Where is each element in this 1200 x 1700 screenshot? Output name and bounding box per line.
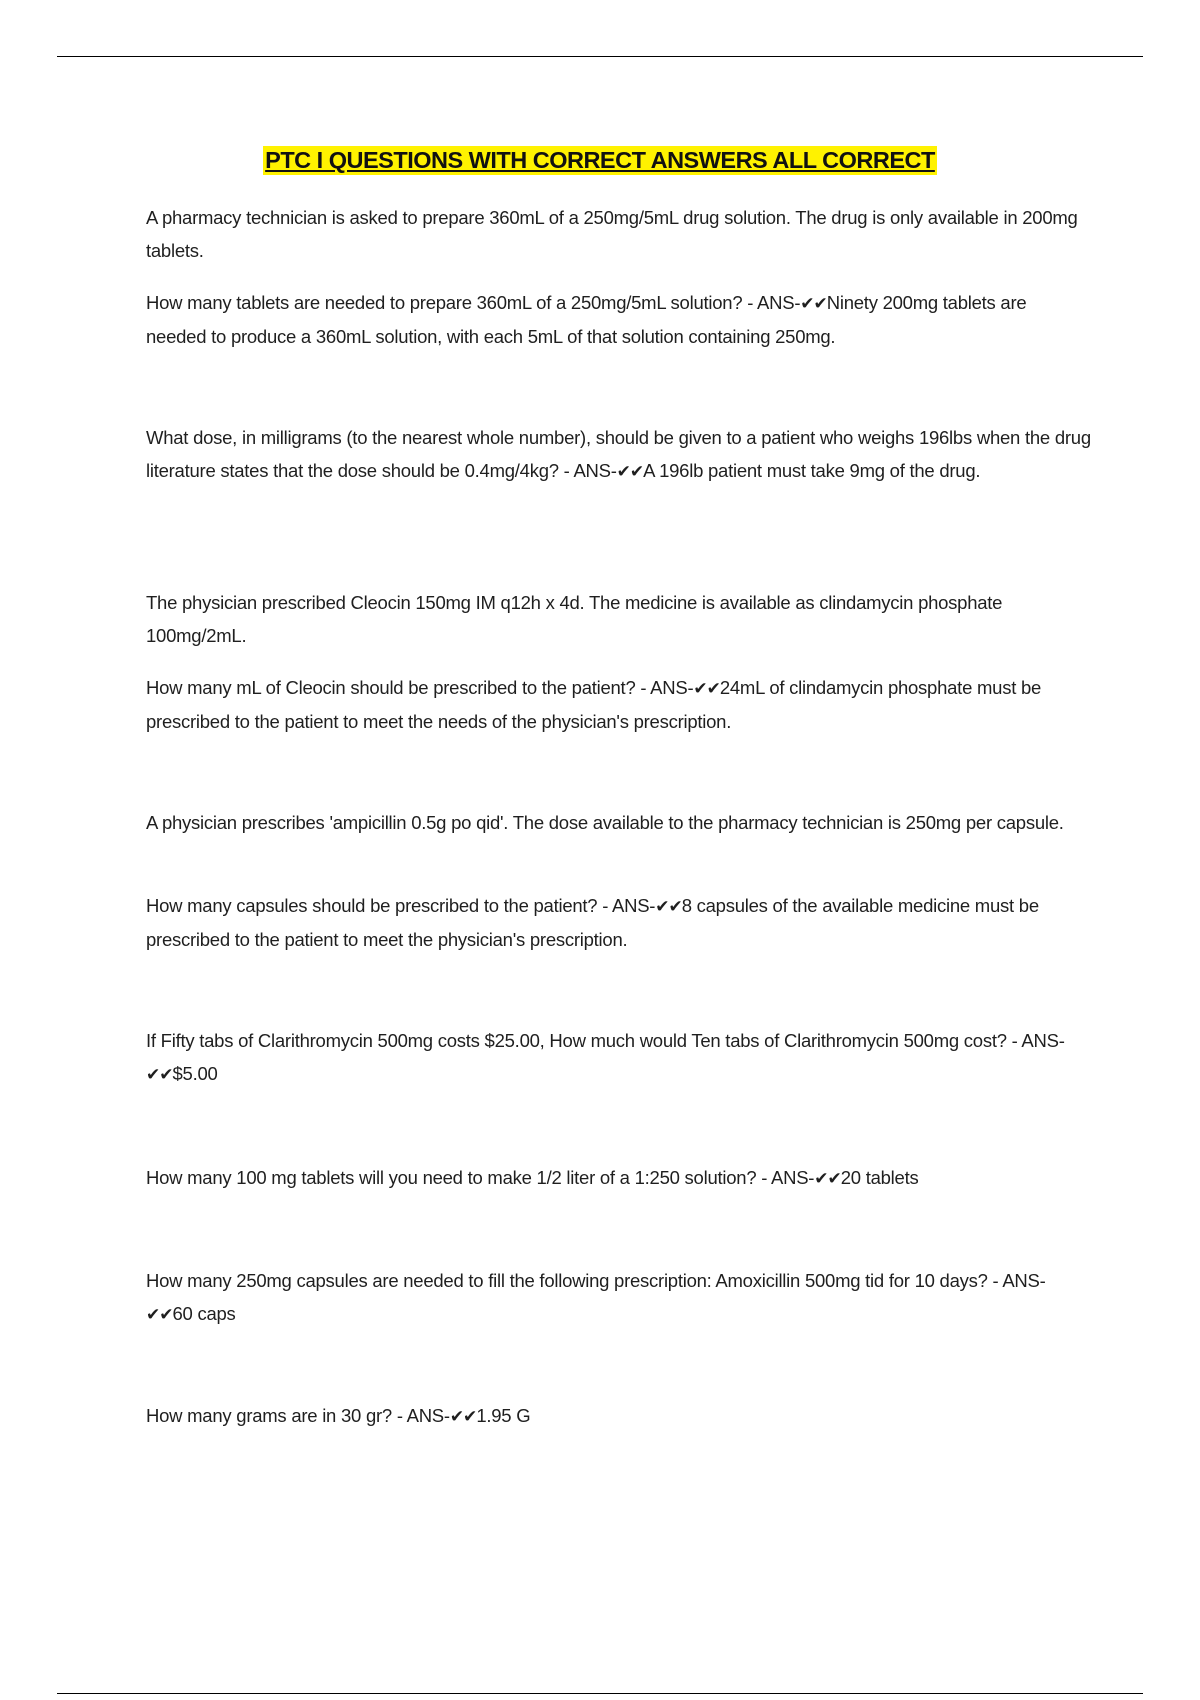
answer-text: $5.00 [172, 1062, 218, 1084]
problem-text: A pharmacy technician is asked to prepare 360mL of a 250mg/5mL drug solution. The drug is only available in 200mg tablets. [146, 207, 1078, 261]
answer-text: 1.95 G [476, 1405, 531, 1426]
question-text: How many 250mg capsules are needed to fill the following prescription: Amoxicillin 500mg tid for 10 days? - ANS- [146, 1270, 1046, 1291]
question-answer-3 [146, 672, 1091, 738]
double-check-icon: ✔✔ [449, 1407, 477, 1427]
question-text: What dose, in milligrams (to the nearest whole number), should be given to a patient who weighs 196lbs when the drug literature states that the dose should be 0.4mg/4kg? - ANS- [146, 427, 1091, 481]
answer-text: 24mL of clindamycin phosphate must be prescribed to the patient to meet the needs of the physician's prescription. [146, 677, 1042, 732]
answer-text: 20 tablets [840, 1167, 919, 1188]
question-answer-1 [146, 287, 1091, 353]
question-text: How many mL of Cleocin should be prescribed to the patient? - ANS- [146, 677, 694, 698]
problem-statement-3 [146, 807, 1091, 840]
double-check-icon: ✔✔ [146, 1304, 173, 1325]
footer-rule [57, 1693, 1143, 1694]
question-text: How many capsules should be prescribed to the patient? - ANS- [146, 895, 656, 916]
answer-text: A 196lb patient must take 9mg of the drug. [643, 459, 981, 481]
double-check-icon: ✔✔ [146, 1064, 173, 1085]
question-answer-2 [146, 422, 1091, 488]
title-container [0, 146, 1200, 175]
answer-text: Ninety 200mg tablets are needed to produce a 360mL solution, with each 5mL of that solution containing 250mg. [146, 292, 1027, 347]
question-text: How many grams are in 30 gr? - ANS- [146, 1405, 450, 1426]
question-answer-4 [146, 890, 1091, 956]
answer-text: 60 caps [172, 1302, 236, 1324]
question-text: How many 100 mg tablets will you need to make 1/2 liter of a 1:250 solution? - ANS- [146, 1167, 815, 1188]
double-check-icon: ✔✔ [655, 897, 682, 917]
question-answer-7 [146, 1265, 1091, 1331]
double-check-icon: ✔✔ [814, 1169, 841, 1189]
question-text: If Fifty tabs of Clarithromycin 500mg costs $25.00, How much would Ten tabs of Clarithromycin 500mg cost? - ANS- [146, 1030, 1065, 1051]
problem-text: The physician prescribed Cleocin 150mg IM q12h x 4d. The medicine is available as clindamycin phosphate 100mg/2mL. [146, 592, 1003, 646]
header-rule [57, 56, 1143, 57]
problem-text: A physician prescribes 'ampicillin 0.5g po qid'. The dose available to the pharmacy technician is 250mg per capsule. [146, 812, 1064, 833]
double-check-icon: ✔✔ [800, 294, 827, 314]
question-answer-8 [146, 1400, 1091, 1434]
problem-statement-2 [146, 587, 1091, 652]
question-answer-6 [146, 1162, 1091, 1196]
document-title: PTC I QUESTIONS WITH CORRECT ANSWERS ALL CORRECT [265, 147, 935, 173]
answer-text: 8 capsules of the available medicine must be prescribed to the patient to meet the physician's prescription. [146, 895, 1039, 950]
problem-statement-1 [146, 202, 1091, 267]
question-text: How many tablets are needed to prepare 360mL of a 250mg/5mL solution? - ANS- [146, 292, 801, 313]
double-check-icon: ✔✔ [616, 461, 644, 482]
question-answer-5 [146, 1025, 1091, 1091]
double-check-icon: ✔✔ [693, 679, 720, 699]
